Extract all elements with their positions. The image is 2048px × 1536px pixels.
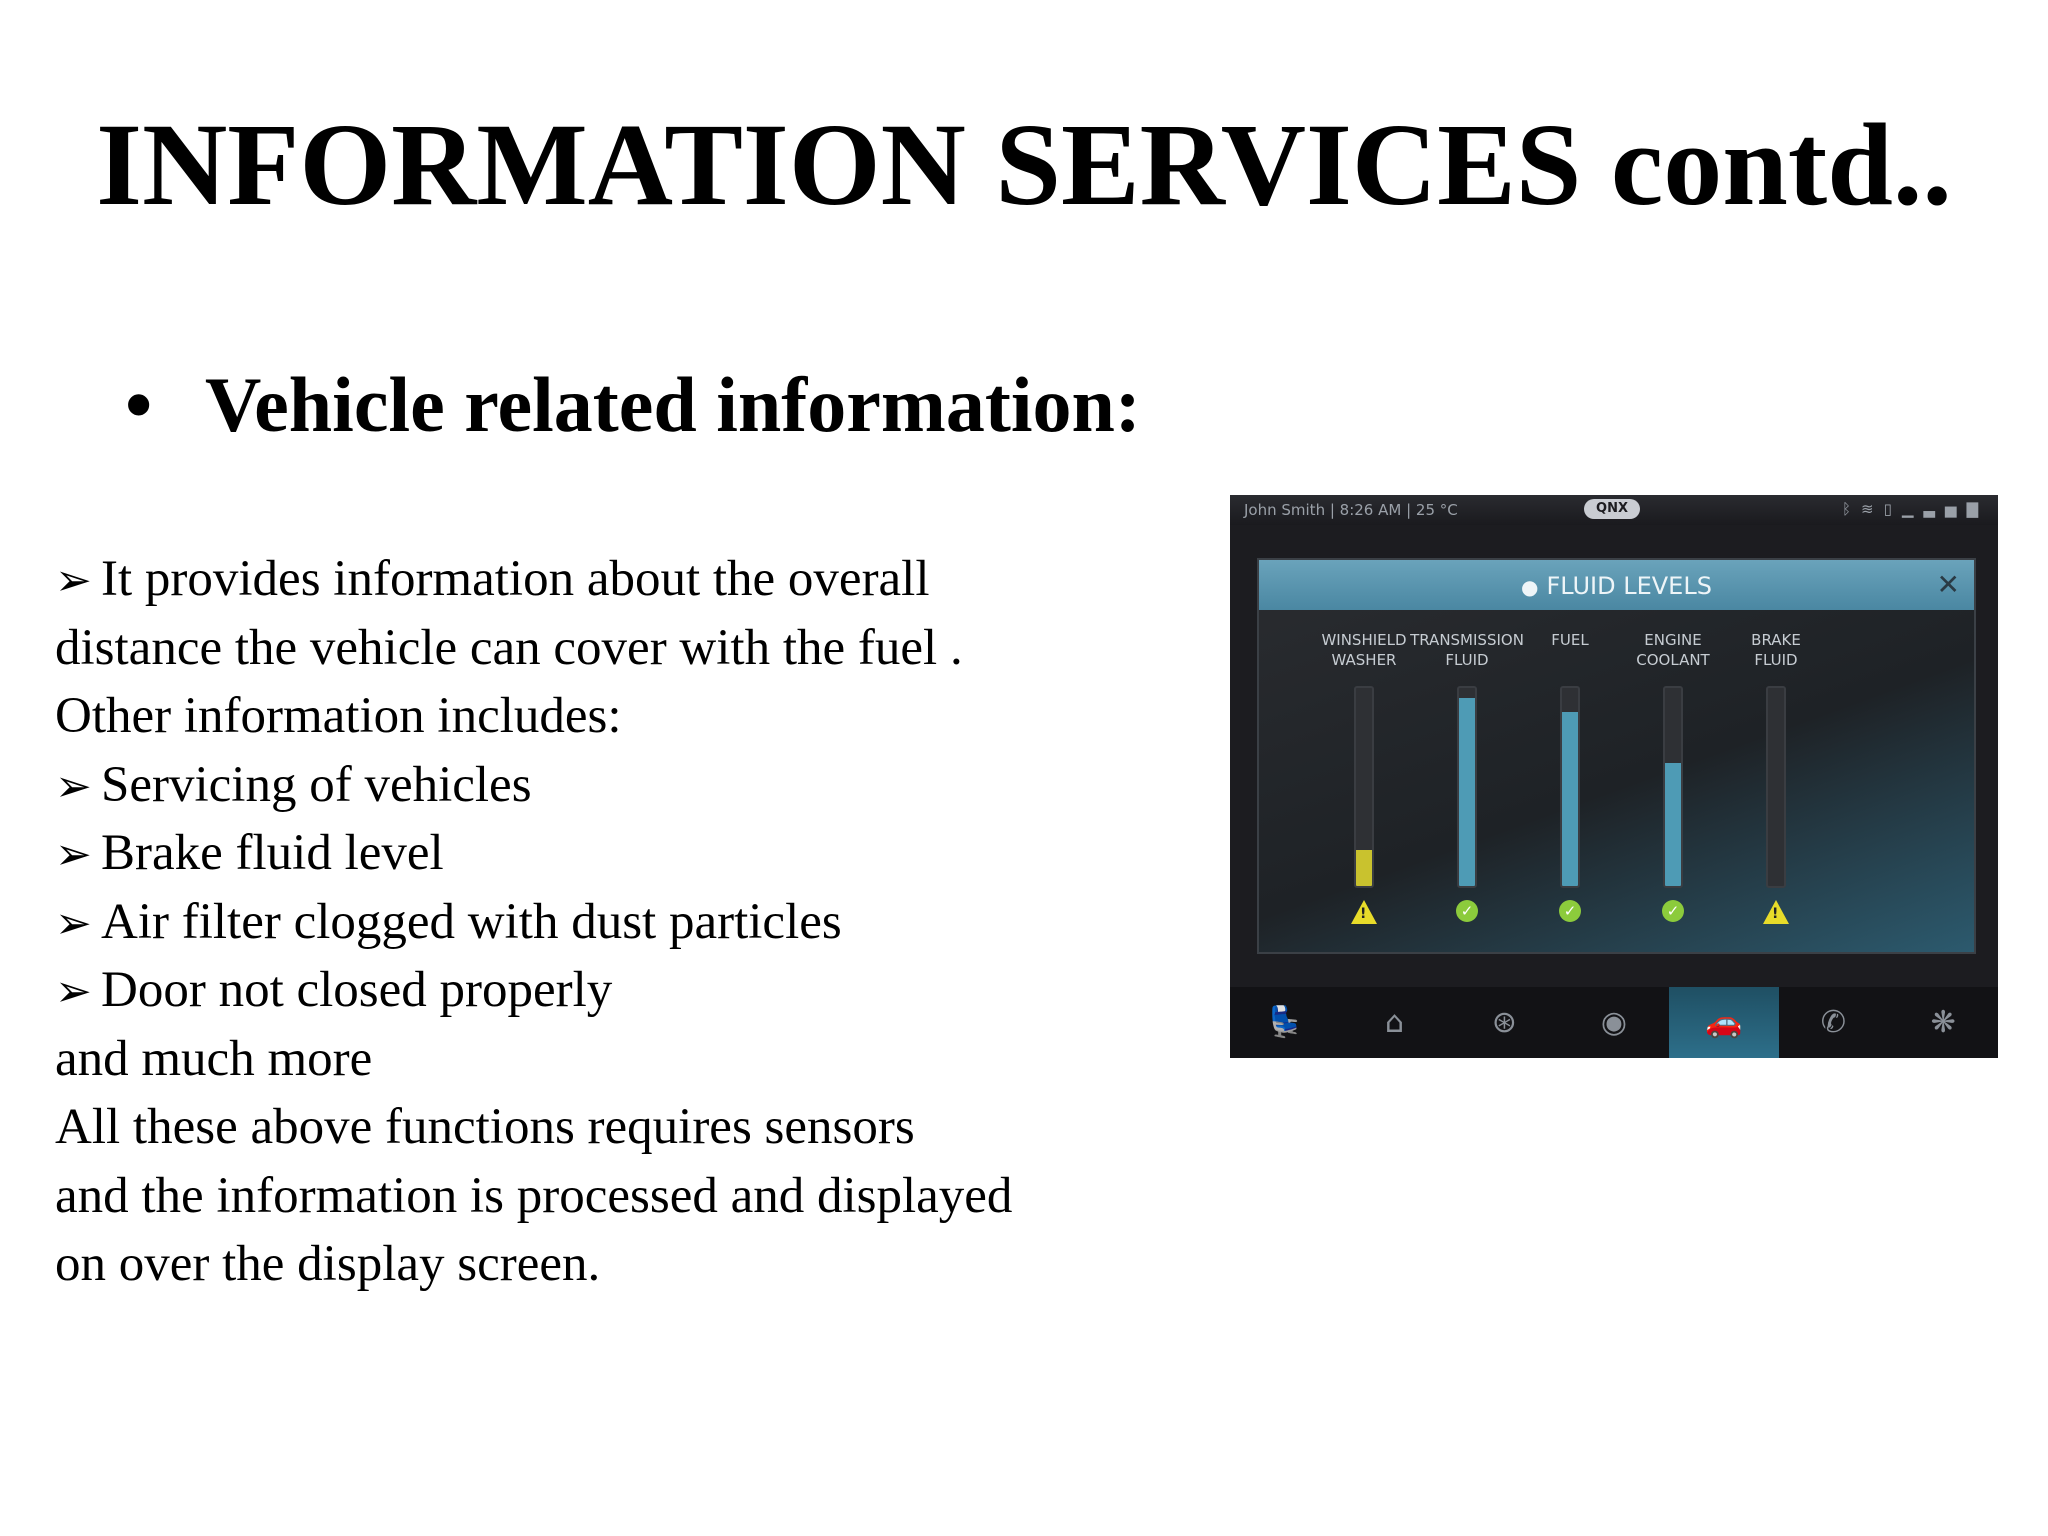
battery-icon: ▯ bbox=[1883, 500, 1902, 518]
body-line-text: Door not closed properly bbox=[101, 962, 613, 1018]
body-line bbox=[55, 1162, 1215, 1231]
arrow-bullet-icon: ➢ bbox=[55, 897, 92, 949]
body-line-text: Air filter clogged with dust particles bbox=[101, 893, 842, 950]
gauge-label-line: FUEL bbox=[1551, 631, 1589, 649]
gauge-label-line: WASHER bbox=[1331, 651, 1397, 669]
fluid-gauge bbox=[1510, 630, 1630, 926]
bullet-point: • bbox=[125, 361, 153, 448]
gauge-track bbox=[1457, 686, 1477, 888]
body-line-text: Other information includes: bbox=[55, 688, 622, 744]
body-line-text: It provides information about the overall bbox=[101, 551, 930, 607]
status-icons bbox=[1842, 500, 1988, 518]
body-line bbox=[55, 545, 1215, 614]
body-line bbox=[55, 956, 1215, 1025]
ok-check-icon bbox=[1660, 900, 1686, 926]
body-line-text: Brake fluid level bbox=[101, 825, 444, 881]
steering-wheel-icon[interactable]: ⊛ bbox=[1491, 1005, 1517, 1040]
status-bar bbox=[1230, 495, 1998, 525]
panel-header bbox=[1259, 560, 1974, 610]
phone-icon[interactable]: ✆ bbox=[1820, 1005, 1846, 1040]
fluid-gauge bbox=[1304, 630, 1424, 926]
body-line bbox=[55, 614, 1215, 683]
warning-icon bbox=[1763, 900, 1789, 926]
check-icon: ✓ bbox=[1559, 900, 1581, 922]
body-line-text: and the information is processed and displayed bbox=[55, 1167, 1013, 1224]
gauge-track bbox=[1560, 686, 1580, 888]
gauge-label bbox=[1716, 630, 1836, 672]
gauge-label-line: FLUID bbox=[1445, 651, 1489, 669]
gauge-label bbox=[1304, 630, 1424, 672]
seat-icon[interactable]: 💺 bbox=[1266, 1005, 1304, 1040]
body-line-text: Servicing of vehicles bbox=[101, 756, 532, 813]
body-line bbox=[55, 1025, 1215, 1094]
gauge-label bbox=[1407, 630, 1527, 672]
check-icon: ✓ bbox=[1662, 900, 1684, 922]
warning-icon bbox=[1351, 900, 1377, 926]
fluid-gauge bbox=[1407, 630, 1527, 926]
apps-icon[interactable]: ❋ bbox=[1930, 1005, 1956, 1040]
warning-triangle-icon: ! bbox=[1351, 900, 1377, 924]
body-line-text: on over the display screen. bbox=[55, 1236, 601, 1292]
subheading bbox=[125, 360, 1141, 450]
status-text: John Smith | 8:26 AM | 25 °C bbox=[1244, 501, 1458, 519]
bluetooth-icon: ᛒ bbox=[1841, 500, 1861, 518]
body-line-text: distance the vehicle can cover with the fuel . bbox=[55, 619, 963, 676]
body-line-text: All these above functions requires sensors bbox=[55, 1099, 915, 1155]
gauge-label-line: TRANSMISSION bbox=[1410, 631, 1524, 649]
body-line bbox=[55, 888, 1215, 957]
bottom-nav-bar bbox=[1230, 987, 1998, 1058]
arrow-bullet-icon: ➢ bbox=[55, 829, 92, 880]
arrow-bullet-icon: ➢ bbox=[55, 555, 92, 606]
drop-icon: ● bbox=[1521, 575, 1539, 599]
panel-title-text: FLUID LEVELS bbox=[1546, 572, 1712, 600]
fluid-levels-panel bbox=[1257, 558, 1976, 954]
gauge-track bbox=[1663, 686, 1683, 888]
arrow-bullet-icon: ➢ bbox=[55, 760, 92, 812]
gauge-fill bbox=[1562, 712, 1578, 886]
media-icon[interactable]: ◉ bbox=[1600, 1005, 1628, 1040]
arrow-bullet-icon: ➢ bbox=[55, 966, 92, 1017]
gauge-fill bbox=[1356, 850, 1372, 886]
home-icon[interactable]: ⌂ bbox=[1385, 1005, 1405, 1040]
fluid-gauge bbox=[1716, 630, 1836, 926]
gauge-label-line: WINSHIELD bbox=[1321, 631, 1407, 649]
body-text bbox=[55, 545, 1215, 1299]
gauge-fill bbox=[1665, 763, 1681, 886]
car-infotainment-screenshot bbox=[1230, 495, 1998, 1058]
signal-icon: ▁▃▅▇ bbox=[1901, 500, 1988, 518]
body-line bbox=[55, 819, 1215, 888]
gauge-label bbox=[1613, 630, 1733, 672]
fluid-gauge bbox=[1613, 630, 1733, 926]
subheading-text: Vehicle related information: bbox=[205, 361, 1141, 448]
gauge-label-line: BRAKE bbox=[1751, 631, 1801, 649]
body-line bbox=[55, 751, 1215, 820]
gauge-fill bbox=[1459, 698, 1475, 886]
wifi-icon: ≋ bbox=[1861, 500, 1884, 518]
gauge-track bbox=[1766, 686, 1786, 888]
gauge-label-line: COOLANT bbox=[1636, 651, 1710, 669]
body-line-text: and much more bbox=[55, 1030, 373, 1087]
body-line bbox=[55, 682, 1215, 751]
body-line bbox=[55, 1093, 1215, 1162]
ok-check-icon bbox=[1557, 900, 1583, 926]
warning-triangle-icon: ! bbox=[1763, 900, 1789, 924]
check-icon: ✓ bbox=[1456, 900, 1478, 922]
body-line bbox=[55, 1230, 1215, 1299]
gauge-track bbox=[1354, 686, 1374, 888]
panel-title bbox=[1259, 572, 1974, 600]
slide-title: INFORMATION SERVICES contd.. bbox=[96, 99, 1952, 230]
car-icon[interactable]: 🚗 bbox=[1669, 987, 1779, 1058]
gauge-label-line: FLUID bbox=[1754, 651, 1798, 669]
gauge-label bbox=[1510, 630, 1630, 672]
ok-check-icon bbox=[1454, 900, 1480, 926]
qnx-logo: QNX bbox=[1584, 499, 1640, 519]
close-button[interactable]: ✕ bbox=[1936, 568, 1960, 601]
gauge-label-line: ENGINE bbox=[1644, 631, 1702, 649]
